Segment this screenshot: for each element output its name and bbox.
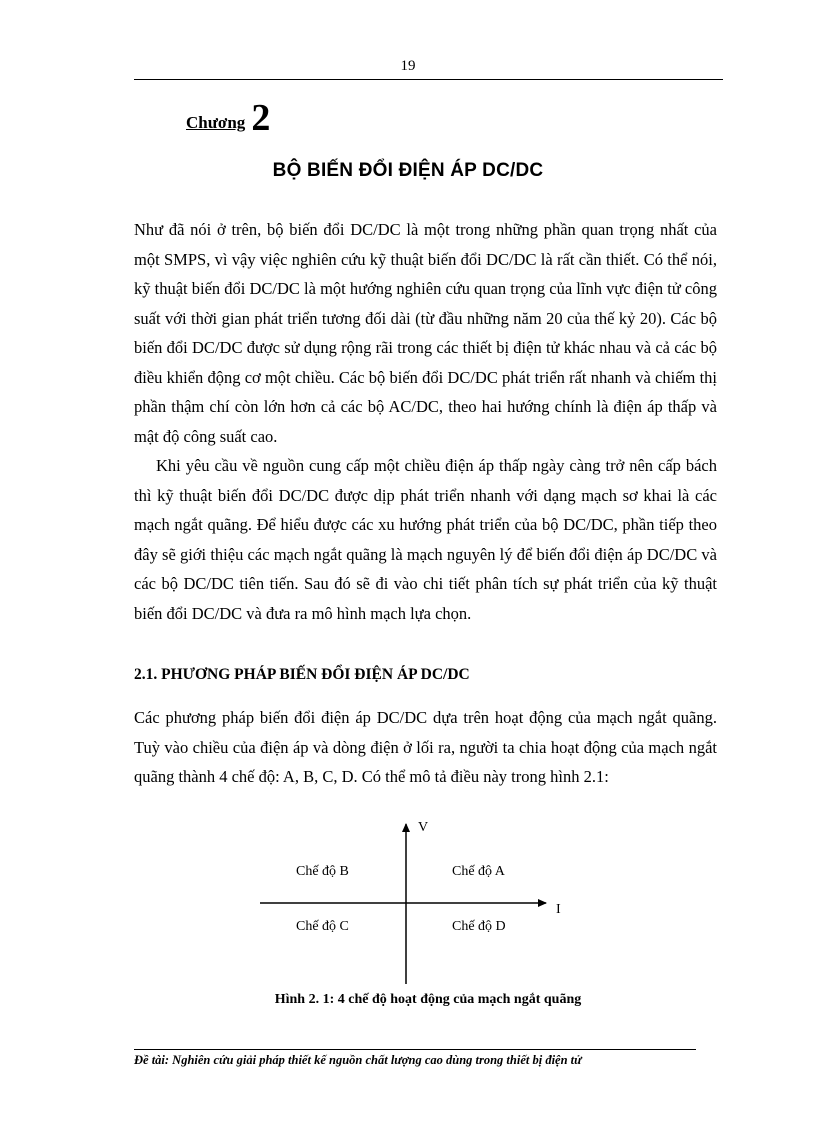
x-axis-label: I — [556, 902, 561, 917]
body-paragraph-2: Khi yêu cầu về nguồn cung cấp một chiều điện áp thấp ngày càng trở nên cấp bách thì kỹ thuật biến đổi DC/DC được dịp phát triển nhanh với dạng mạch sơ khai là các mạch ngắt quãng. Để hiểu được các xu hướng phát triển của bộ DC/DC, phần tiếp theo đây sẽ giới thiệu các mạch ngắt quãng là mạch nguyên lý để biến đổi điện áp DC/DC và các bộ DC/DC tiên tiến. Sau đó sẽ đi vào chi tiết phân tích sự phát triển của kỹ thuật biến đổi DC/DC và đưa ra mô hình mạch lựa chọn. — [134, 456, 717, 623]
quadrant-label-c: Chế độ C — [296, 919, 349, 934]
figure-caption: Hình 2. 1: 4 chế độ hoạt động của mạch ngắt quãng — [274, 992, 582, 1007]
section-heading: 2.1. PHƯƠNG PHÁP BIẾN ĐỔI ĐIỆN ÁP DC/DC — [134, 666, 470, 683]
quadrant-label-b: Chế độ B — [296, 864, 349, 879]
header-rule — [134, 79, 723, 80]
page-number: 19 — [400, 58, 416, 74]
quadrant-label-a: Chế độ A — [452, 864, 505, 879]
quadrant-label-d: Chế độ D — [452, 919, 506, 934]
chapter-title: BỘ BIẾN ĐỔI ĐIỆN ÁP DC/DC — [272, 160, 544, 181]
chapter-label: Chương — [186, 113, 246, 132]
footer-rule — [134, 1049, 696, 1050]
chapter-heading — [186, 96, 270, 140]
chapter-number: 2 — [251, 97, 271, 139]
footer-text: Đề tài: Nghiên cứu giải pháp thiết kế nguồn chất lượng cao dùng trong thiết bị điện tử — [134, 1053, 582, 1067]
y-axis-label: V — [418, 820, 429, 835]
body-paragraph-1: Như đã nói ở trên, bộ biến đổi DC/DC là một trong những phần quan trọng nhất của một SMPS, vì vậy việc nghiên cứu kỹ thuật biến đổi DC/DC là rất cần thiết. Có thể nói, kỹ thuật biến đổi DC/DC là một hướng nghiên cứu quan trọng của lĩnh vực điện tử công suất với thời gian phát triển tương đối dài (từ đầu những năm 20 của thế kỷ 20). Các bộ biến đổi DC/DC được sử dụng rộng rãi trong các thiết bị điện tử khác nhau và cả các bộ điều khiển động cơ một chiều. Các bộ biến đổi DC/DC phát triển rất nhanh và chiếm thị phần thậm chí còn lớn hơn cả các bộ AC/DC, theo hai hướng chính là điện áp thấp và mật độ công suất cao. — [134, 220, 717, 446]
figure-operating-modes — [240, 810, 570, 990]
body-paragraph-3: Các phương pháp biến đổi điện áp DC/DC dựa trên hoạt động của mạch ngắt quãng. Tuỳ vào chiều của điện áp và dòng điện ở lối ra, người ta chia hoạt động của mạch ngắt quãng thành 4 chế độ: A, B, C, D. Có thể mô tả điều này trong hình 2.1: — [134, 708, 717, 786]
quadrant-diagram — [240, 810, 570, 990]
